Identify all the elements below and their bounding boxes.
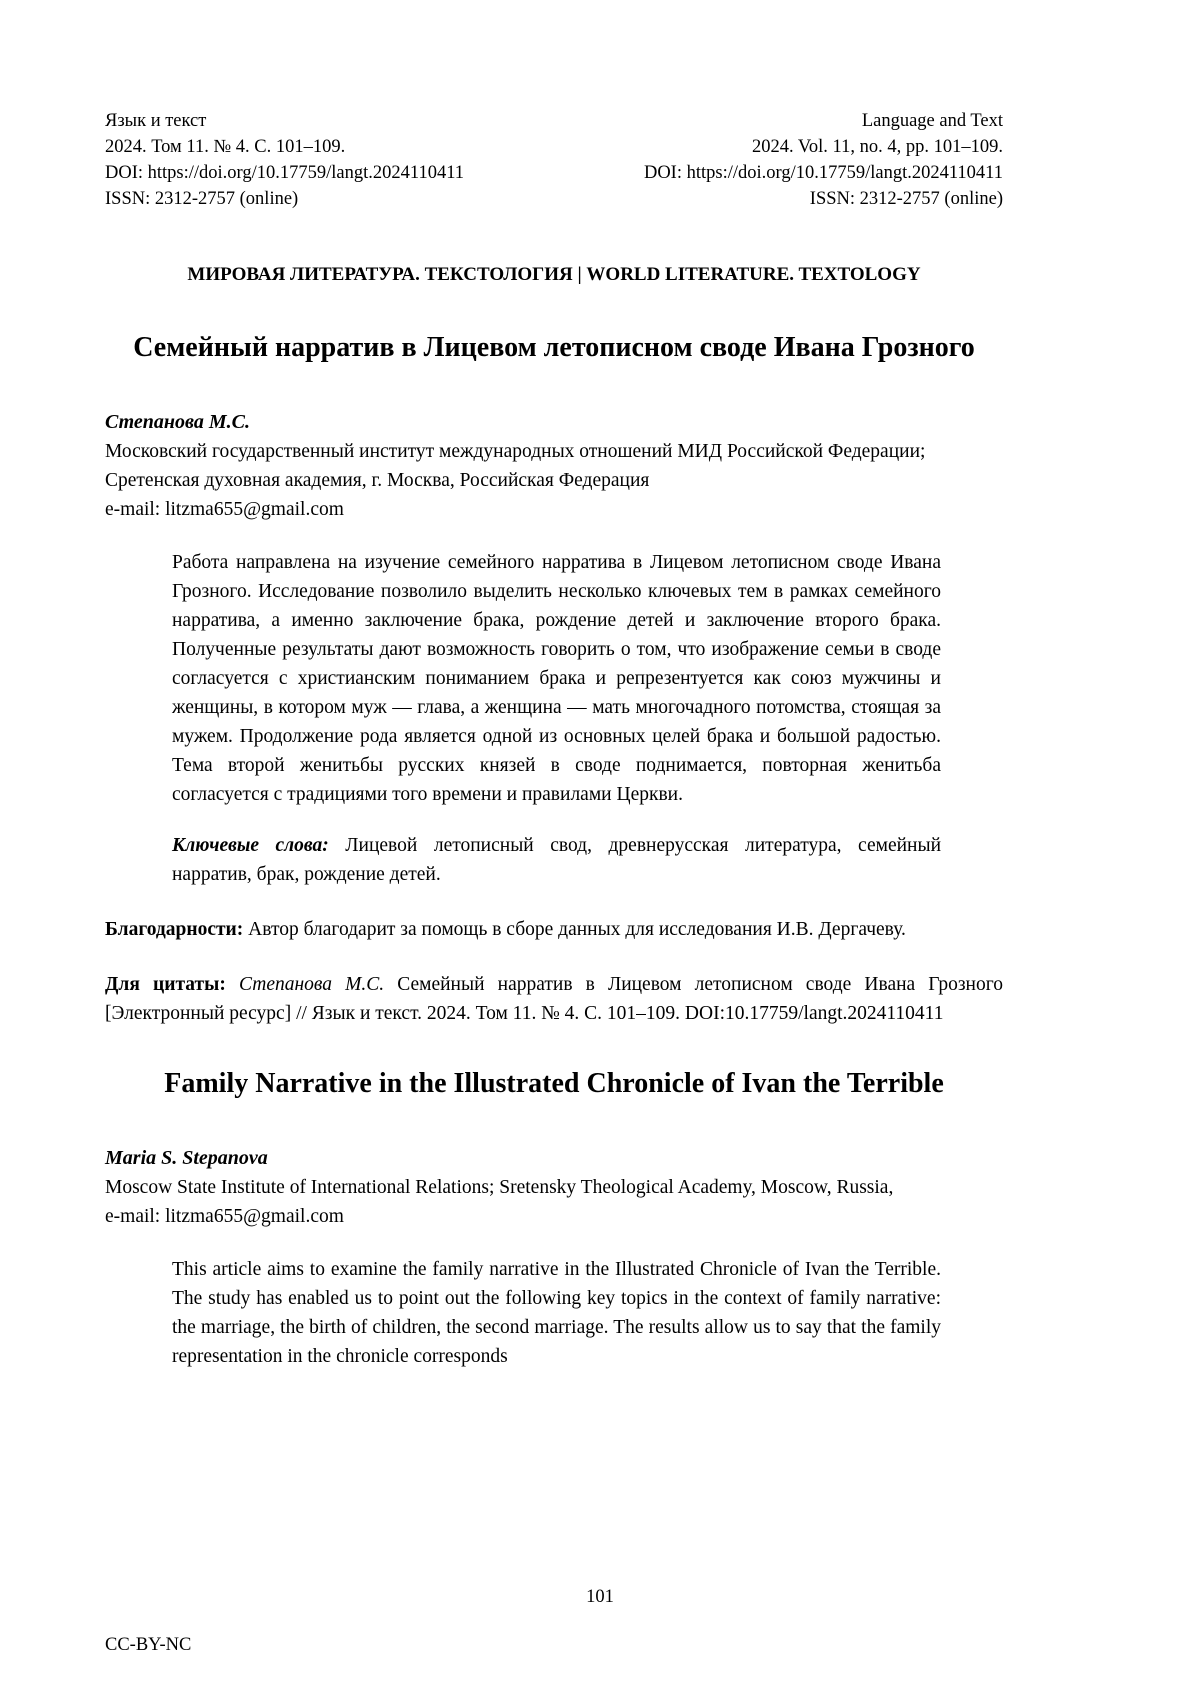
issue-info-en: 2024. Vol. 11, no. 4, pp. 101–109. <box>752 137 1003 157</box>
license-label: CC-BY-NC <box>105 1635 192 1655</box>
issn-ru: ISSN: 2312-2757 (online) <box>105 189 299 209</box>
acknowledgements-text: Автор благодарит за помощь в сборе данных для исследования И.В. Дергачеву. <box>248 919 906 940</box>
acknowledgements <box>105 915 1003 944</box>
doi-en: DOI: https://doi.org/10.17759/langt.2024110411 <box>643 163 1003 183</box>
keywords-ru <box>172 831 941 889</box>
email-en: e-mail: litzma655@gmail.com <box>105 1206 344 1227</box>
abstract-en: This article aims to examine the family narrative in the Illustrated Chronicle of Ivan the Terrible. The study has enabled us to point out the following key topics in the context of family narrative: the marriage, the birth of children, the second marriage. The results allow us to say that the family representation in the chronicle corresponds <box>172 1259 941 1367</box>
author-name-en: Maria S. Stepanova <box>105 1147 268 1169</box>
doi-ru: DOI: https://doi.org/10.17759/langt.2024110411 <box>105 163 465 183</box>
journal-header-russian <box>105 108 464 212</box>
journal-header-english <box>644 108 1003 212</box>
citation-author: Степанова М.С. <box>238 974 398 995</box>
affiliation-ru: Московский государственный институт международных отношений МИД Российской Федерации; Сретенская духовная академия, г. Москва, Российская Федерация <box>105 441 926 491</box>
affiliation-en: Moscow State Institute of International Relations; Sretensky Theological Academy, Moscow, Russia, <box>105 1177 894 1198</box>
acknowledgements-label: Благодарности: <box>105 919 249 940</box>
citation-ru <box>105 970 1003 1028</box>
page-number: 101 <box>586 1587 614 1607</box>
journal-name-ru: Язык и текст <box>105 111 207 131</box>
email-ru: e-mail: litzma655@gmail.com <box>105 499 344 520</box>
citation-text: Семейный нарратив в Лицевом летописном своде Ивана Грозного [Электронный ресурс] // Язык и текст. 2024. Том 11. № 4. С. 101–109. DOI:10.17759/langt.2024110411 <box>105 974 1003 1024</box>
keywords-text-ru: Лицевой летописный свод, древнерусская литература, семейный нарратив, брак, рождение детей. <box>172 835 942 885</box>
issn-en: ISSN: 2312-2757 (online) <box>809 189 1003 209</box>
author-name-ru: Степанова М.С. <box>105 411 250 433</box>
citation-label: Для цитаты: <box>105 974 239 995</box>
issue-info-ru: 2024. Том 11. № 4. С. 101–109. <box>105 137 346 157</box>
journal-header <box>105 108 1003 212</box>
article-title-en: Family Narrative in the Illustrated Chronicle of Ivan the Terrible <box>164 1068 944 1099</box>
section-heading: МИРОВАЯ ЛИТЕРАТУРА. ТЕКСТОЛОГИЯ | WORLD LITERATURE. TEXTOLOGY <box>187 264 921 285</box>
journal-name-en: Language and Text <box>861 111 1003 131</box>
keywords-label-ru: Ключевые слова: <box>172 835 346 856</box>
abstract-ru: Работа направлена на изучение семейного нарратива в Лицевом летописном своде Ивана Грозного. Исследование позволило выделить несколько ключевых тем в рамках семейного нарратива, а именно заключение брака, рождение детей и заключение второго брака. Полученные результаты дают возможность говорить о том, что изображение семьи в своде согласуется с христианским пониманием брака и репрезентуется как союз мужчины и женщины, в котором муж — глава, а женщина — мать многочадного потомства, стоящая за мужем. Продолжение рода является одной из основных целей брака и большой радостью. Тема второй женитьбы русских князей в своде поднимается, повторная женитьба согласуется с традициями того времени и правилами Церкви. <box>172 552 941 805</box>
article-title-ru: Семейный нарратив в Лицевом летописном своде Ивана Грозного <box>133 332 975 363</box>
